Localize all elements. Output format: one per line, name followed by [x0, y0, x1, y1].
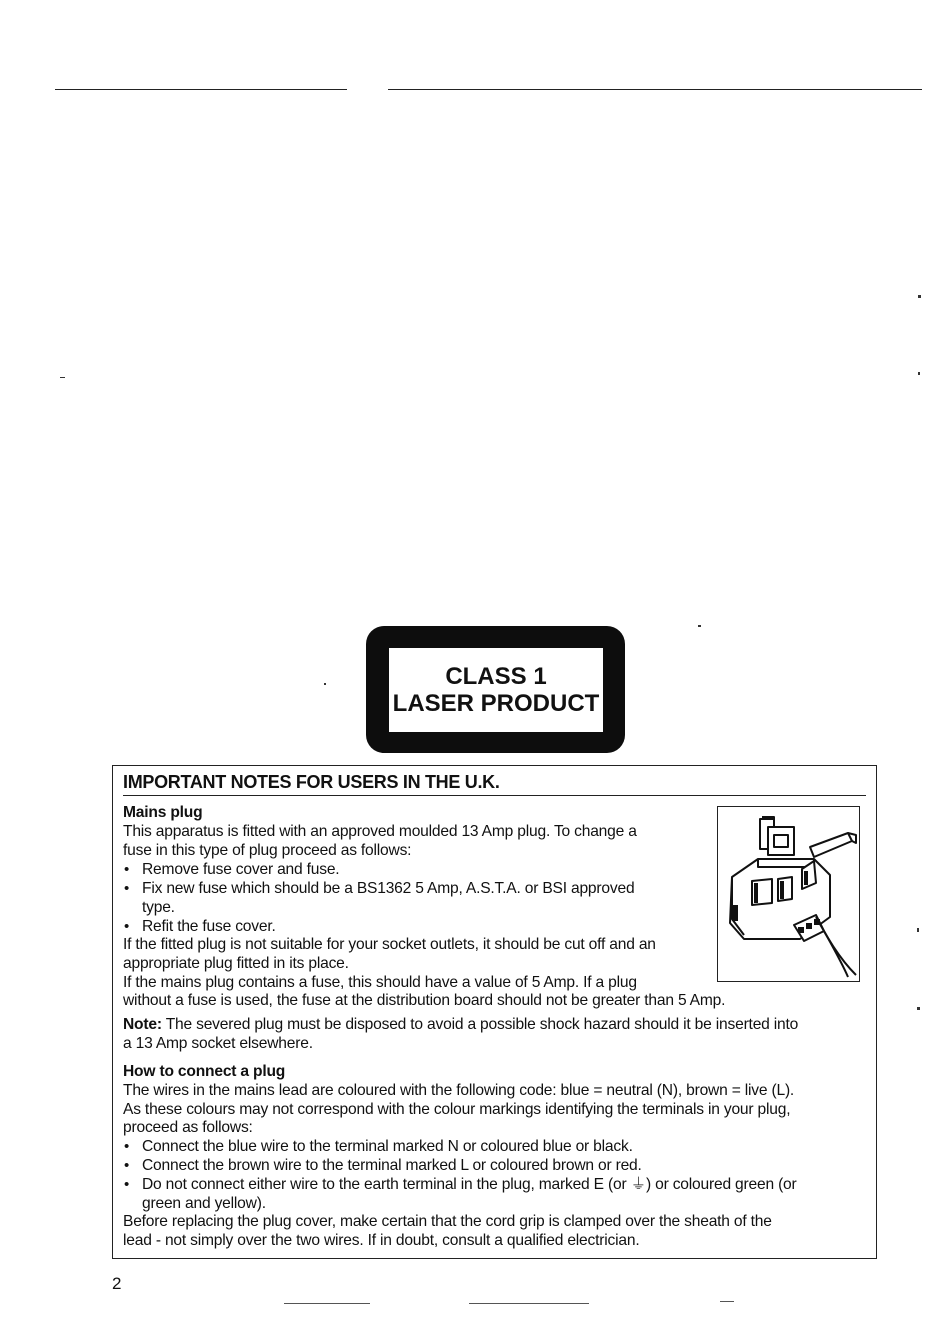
mains-plug-heading: Mains plug [123, 804, 203, 821]
note-text-line: a 13 Amp socket elsewhere. [123, 1035, 313, 1052]
scan-speck [324, 683, 326, 685]
scan-speck [60, 377, 65, 378]
bullet-icon: • [124, 880, 130, 897]
mains-bullet: Refit the fuse cover. [142, 918, 276, 935]
scan-speck [918, 295, 921, 298]
mains-text-line: appropriate plug fitted in its place. [123, 955, 349, 972]
laser-class-text: CLASS 1 [445, 663, 547, 690]
laser-class-label-panel [389, 648, 603, 732]
scan-dash [469, 1303, 589, 1304]
scan-dash [284, 1303, 370, 1304]
note-text: The severed plug must be disposed to avoid a possible shock hazard should it be inserted into [161, 1016, 799, 1033]
plug-drawing [718, 807, 861, 983]
bullet-icon: • [124, 861, 130, 878]
notes-title-rule [123, 795, 866, 796]
mains-text-line: This apparatus is fitted with an approved moulded 13 Amp plug. To change a [123, 823, 637, 840]
laser-product-text: LASER PRODUCT [392, 690, 600, 717]
scan-speck [698, 625, 701, 627]
scan-speck [917, 1007, 920, 1010]
plug-illustration [717, 806, 860, 982]
bullet-icon: • [124, 918, 130, 935]
connect-bullet: Connect the blue wire to the terminal marked N or coloured blue or black. [142, 1138, 633, 1155]
connect-text-line: proceed as follows: [123, 1119, 253, 1136]
connect-bullet: Do not connect either wire to the earth terminal in the plug, marked E (or ⏚) or coloured green (or [142, 1176, 797, 1193]
header-rule-right [388, 89, 922, 90]
mains-text-line: If the mains plug contains a fuse, this should have a value of 5 Amp. If a plug [123, 974, 637, 991]
mains-text-line: If the fitted plug is not suitable for your socket outlets, it should be cut off and an [123, 936, 656, 953]
mains-bullet-continuation: type. [142, 899, 175, 916]
notes-title: IMPORTANT NOTES FOR USERS IN THE U.K. [123, 772, 500, 792]
note-line [123, 1015, 798, 1034]
mains-text-line: fuse in this type of plug proceed as follows: [123, 842, 412, 859]
bullet-icon: • [124, 1176, 130, 1193]
scan-speck [918, 372, 920, 375]
closing-text-line: Before replacing the plug cover, make certain that the cord grip is clamped over the sheath of the [123, 1213, 772, 1230]
note-label: Note: [123, 1016, 162, 1033]
scan-speck [917, 928, 919, 932]
page-number: 2 [112, 1274, 122, 1293]
mains-bullet: Remove fuse cover and fuse. [142, 861, 340, 878]
connect-bullet-continuation: green and yellow). [142, 1195, 266, 1212]
mains-text-line: without a fuse is used, the fuse at the distribution board should not be greater than 5 Amp. [123, 992, 726, 1009]
header-rule-left [55, 89, 347, 90]
closing-text-line: lead - not simply over the two wires. If in doubt, consult a qualified electrician. [123, 1232, 640, 1249]
mains-bullet: Fix new fuse which should be a BS1362 5 Amp, A.S.T.A. or BSI approved [142, 880, 635, 897]
connect-plug-heading: How to connect a plug [123, 1063, 286, 1080]
bullet-icon: • [124, 1157, 130, 1174]
scan-dash [720, 1301, 734, 1302]
connect-bullet: Connect the brown wire to the terminal marked L or coloured brown or red. [142, 1157, 642, 1174]
connect-text-line: As these colours may not correspond with the colour markings identifying the terminals in your plug, [123, 1101, 791, 1118]
bullet-icon: • [124, 1138, 130, 1155]
connect-text-line: The wires in the mains lead are coloured with the following code: blue = neutral (N), brown = live (L). [123, 1082, 795, 1099]
